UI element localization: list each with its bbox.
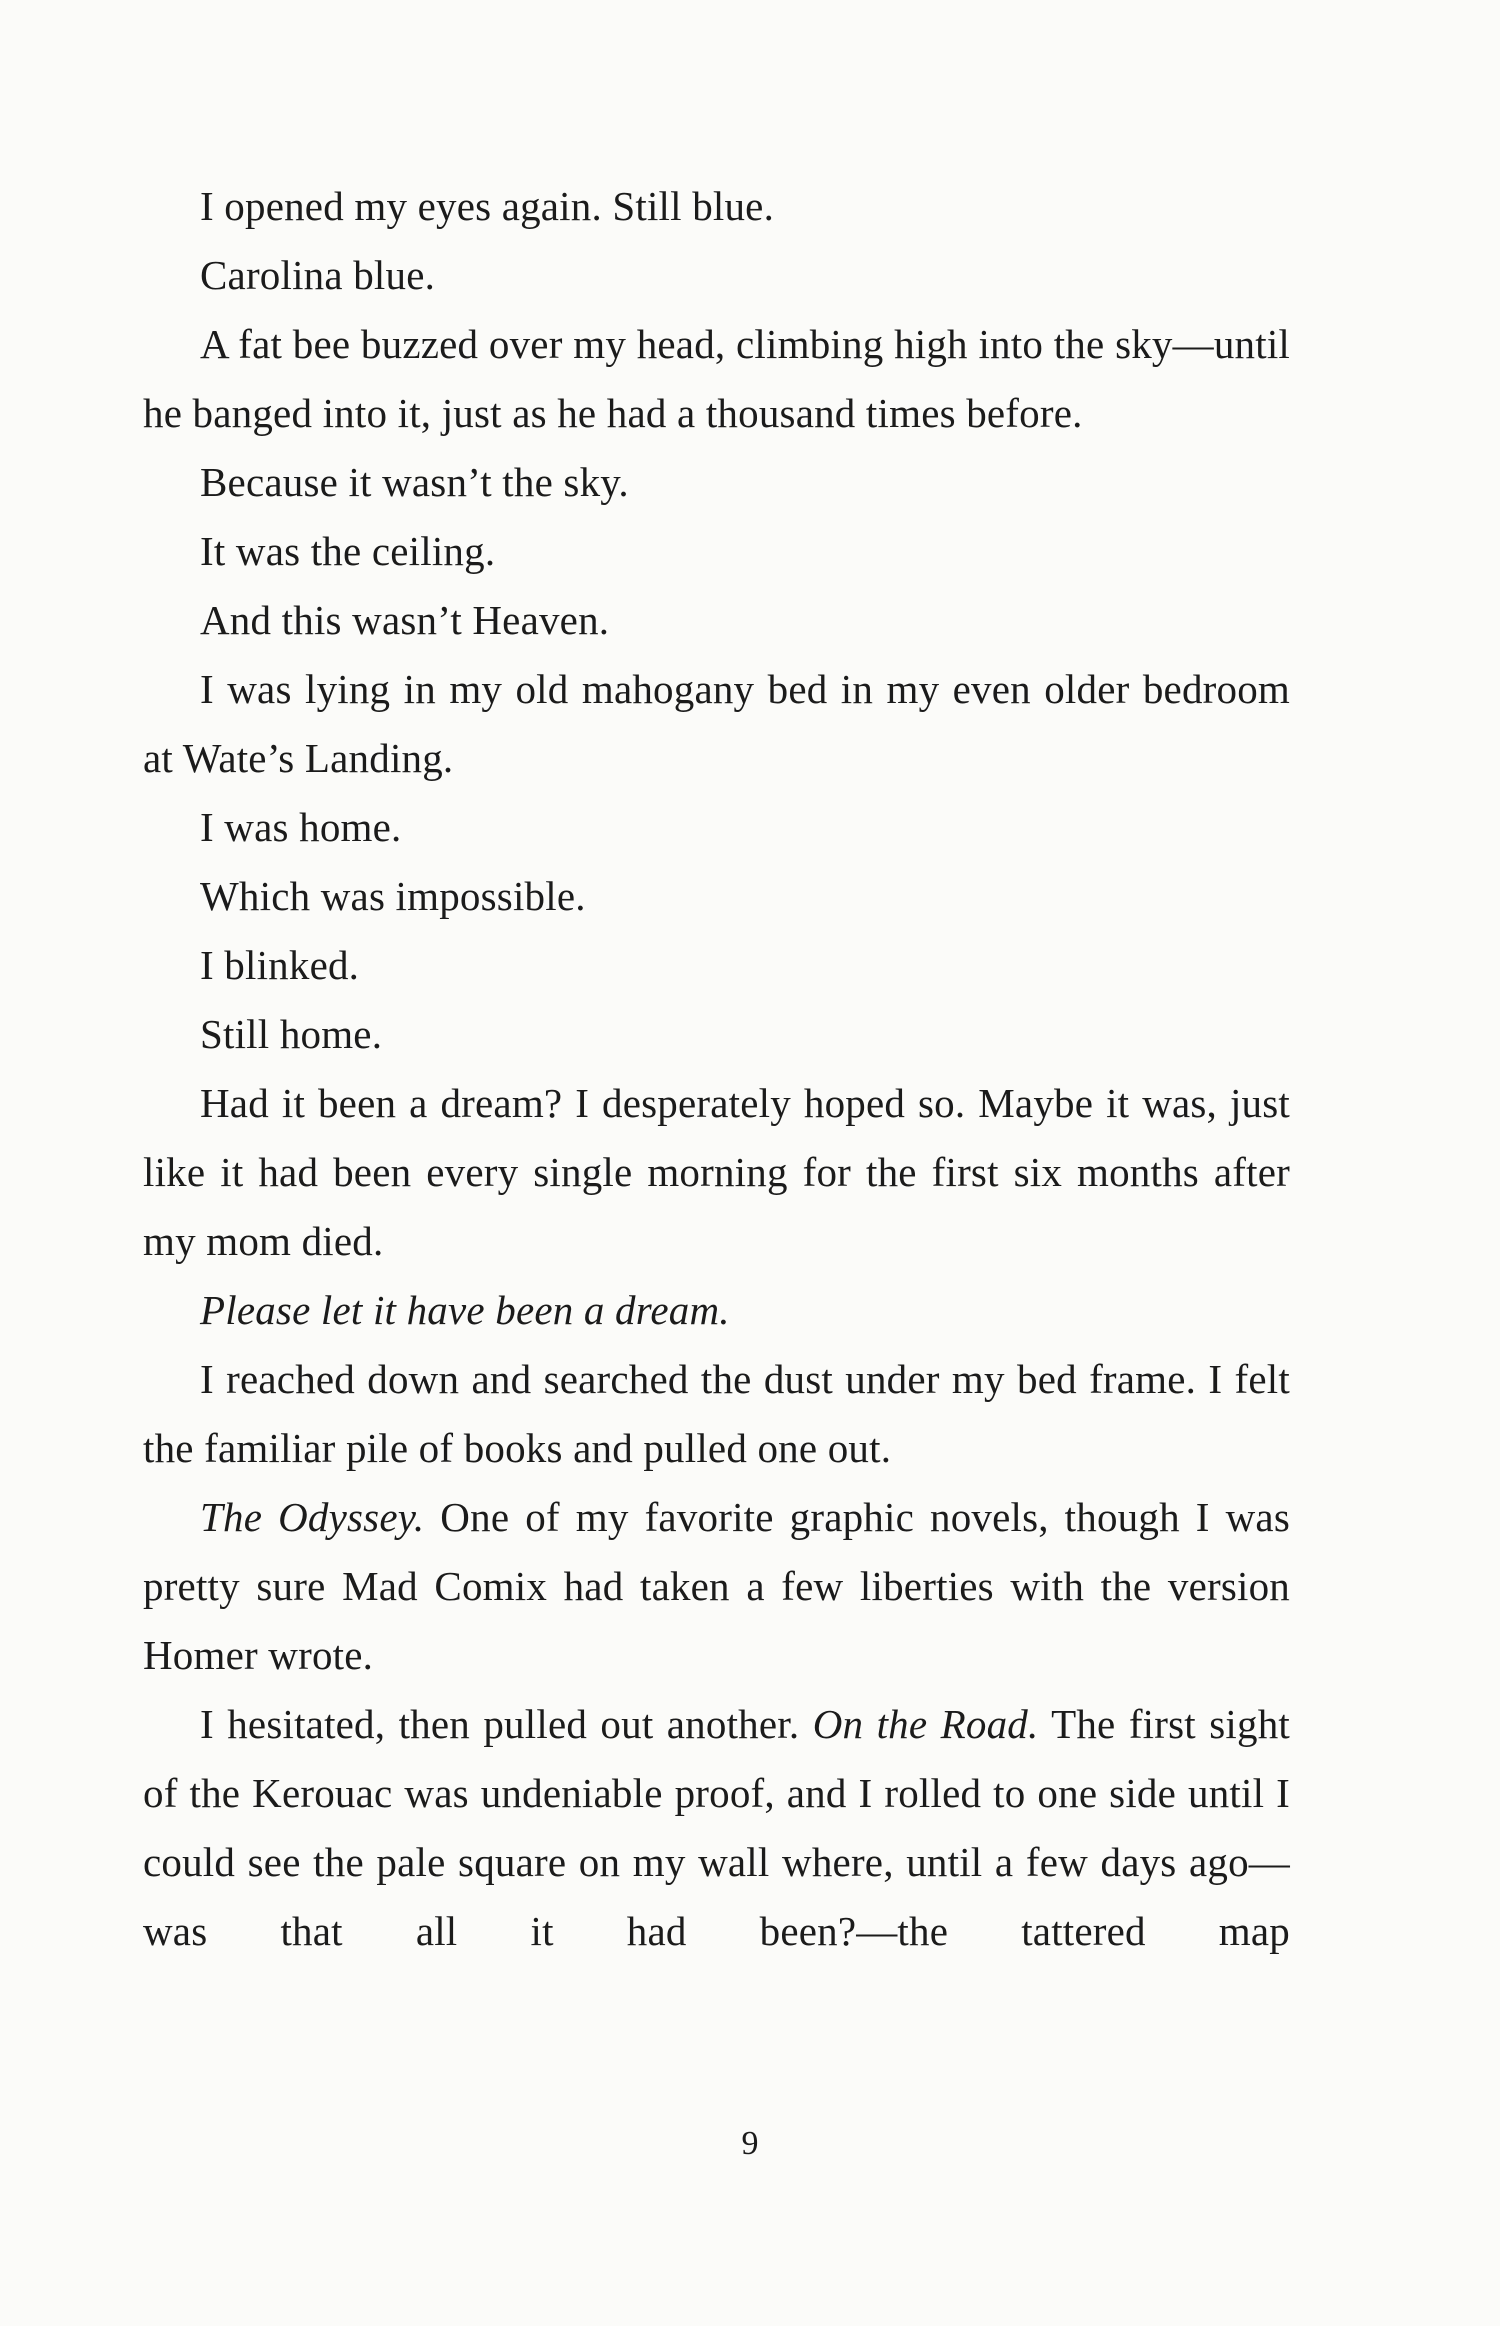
- book-title-on-the-road: On the Road.: [812, 1701, 1039, 1747]
- paragraph: I reached down and searched the dust under my bed frame. I felt the familiar pile of books and pulled one out.: [143, 1356, 1290, 1471]
- paragraph: I blinked.: [200, 942, 360, 988]
- paragraph: Which was impossible.: [200, 873, 586, 919]
- paragraph: I hesitated, then pulled out another. On the Road. The first sight of the Kerouac was undeniable proof, and I rolled to one side until I could see the pale square on my wall where, until a few days ago—was that all it had been?—the tattered map: [143, 1701, 1290, 1954]
- paragraph: It was the ceiling.: [200, 528, 496, 574]
- paragraph: Had it been a dream? I desperately hoped so. Maybe it was, just like it had been every single morning for the first six months after my mom died.: [143, 1080, 1290, 1264]
- paragraph: I was home.: [200, 804, 402, 850]
- paragraph: I was lying in my old mahogany bed in my even older bedroom at Wate’s Landing.: [143, 666, 1290, 781]
- paragraph: A fat bee buzzed over my head, climbing high into the sky—until he banged into it, just as he had a thousand times before.: [143, 321, 1290, 436]
- paragraph: And this wasn’t Heaven.: [200, 597, 610, 643]
- paragraph-italic: Please let it have been a dream.: [200, 1287, 730, 1333]
- paragraph: The Odyssey. One of my favorite graphic novels, though I was pretty sure Mad Comix had taken a few liberties with the version Homer wrote.: [143, 1494, 1290, 1678]
- paragraph: Still home.: [200, 1011, 383, 1057]
- body-text: [143, 172, 1290, 1966]
- paragraph: I opened my eyes again. Still blue.: [200, 183, 775, 229]
- book-title-odyssey: The Odyssey.: [200, 1494, 425, 1540]
- page-number: 9: [741, 2125, 759, 2162]
- paragraph: Carolina blue.: [200, 252, 436, 298]
- paragraph: Because it wasn’t the sky.: [200, 459, 629, 505]
